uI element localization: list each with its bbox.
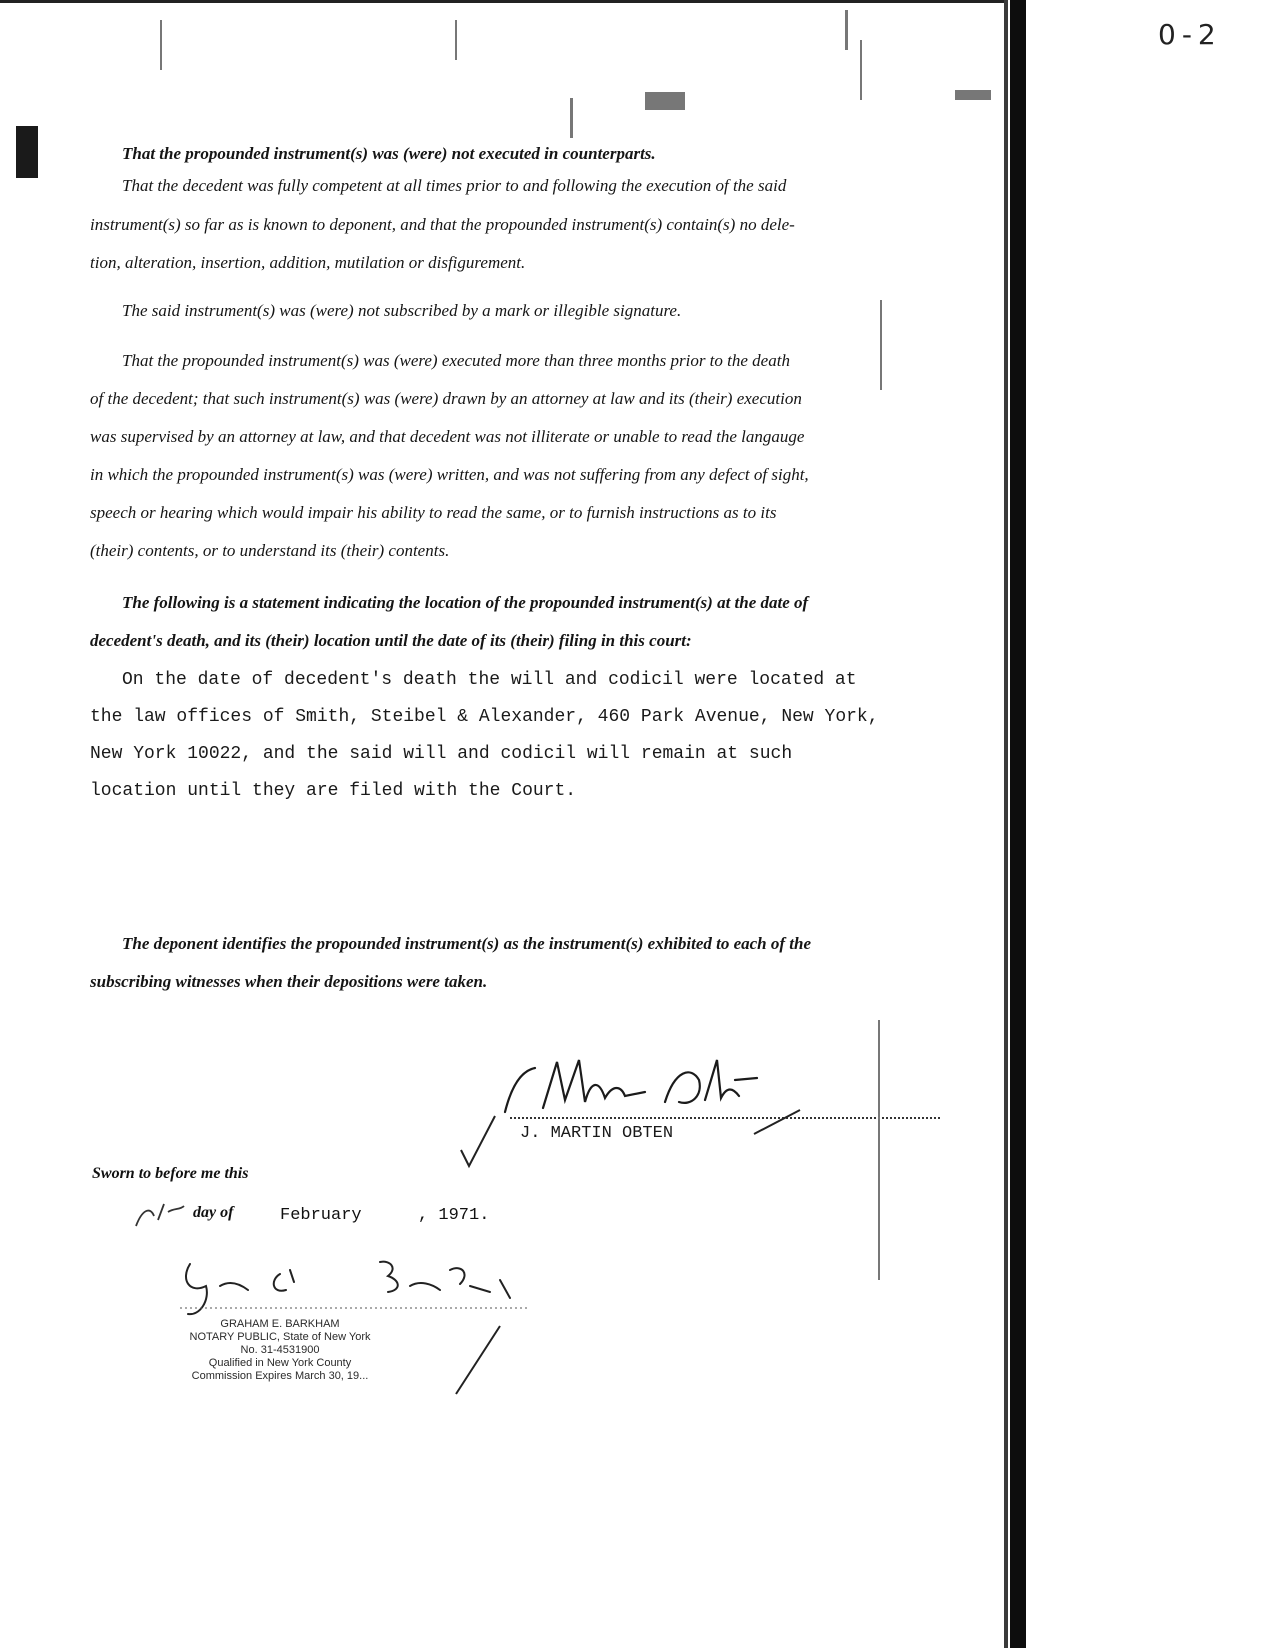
para-location-line2: decedent's death, and its (their) location until the date of its (their) filing in this court: — [90, 631, 692, 650]
notary-signature — [170, 1250, 530, 1320]
para-executed-line2: of the decedent; that such instrument(s) was (were) drawn by an attorney at law and its (their) execution — [90, 389, 802, 408]
para-counterparts: That the propounded instrument(s) was (were) not executed in counterparts. — [122, 144, 656, 163]
scan-speck — [955, 90, 991, 100]
notary-stamp-number: No. 31-4531900 — [240, 1344, 320, 1356]
typed-statement-line2: the law offices of Smith, Steibel & Alexander, 460 Park Avenue, New York, — [90, 707, 879, 727]
signer-name: J. MARTIN OBTEN — [520, 1124, 674, 1143]
month-field: February — [280, 1206, 362, 1225]
para-executed-line5: speech or hearing which would impair his ability to read the same, or to furnish instructions as to its — [90, 503, 777, 522]
scan-edge-inner — [1004, 0, 1008, 1648]
scan-speck — [880, 300, 882, 390]
scan-speck — [878, 1020, 880, 1280]
typed-statement-line3: New York 10022, and the said will and codicil will remain at such — [90, 744, 793, 764]
para-identification-line1: The deponent identifies the propounded instrument(s) as the instrument(s) exhibited to each of the — [122, 934, 812, 953]
notary-stamp-expiry: Commission Expires March 30, 19... — [191, 1370, 369, 1382]
year-field: , 1971. — [418, 1206, 490, 1225]
pen-stroke — [750, 1100, 810, 1140]
scan-speck — [455, 20, 457, 60]
typed-statement-line1: On the date of decedent's death the will and codicil were located at — [122, 670, 857, 690]
para-competent-line3: tion, alteration, insertion, addition, mutilation or disfigurement. — [90, 253, 526, 272]
notary-stamp-title: NOTARY PUBLIC, State of New York — [189, 1331, 371, 1343]
left-scan-mark — [16, 126, 38, 178]
page-number: 0-2 — [1158, 18, 1222, 51]
para-subscribed: The said instrument(s) was (were) not subscribed by a mark or illegible signature. — [122, 301, 682, 320]
sworn-label: Sworn to before me this — [92, 1165, 249, 1182]
scan-speck — [645, 92, 685, 110]
notary-stamp-county: Qualified in New York County — [208, 1357, 352, 1369]
day-handwritten — [130, 1196, 190, 1236]
scan-speck — [845, 10, 848, 50]
para-competent-line2: instrument(s) so far as is known to deponent, and that the propounded instrument(s) contain(s) no dele- — [90, 215, 795, 234]
typed-statement-line4: location until they are filed with the Court. — [90, 781, 577, 801]
top-scan-edge — [0, 0, 1004, 3]
signature-line — [510, 1117, 940, 1119]
para-executed-line3: was supervised by an attorney at law, and that decedent was not illiterate or unable to read the langauge — [90, 427, 805, 446]
scan-speck — [160, 20, 162, 70]
para-competent-line1: That the decedent was fully competent at all times prior to and following the execution of the said — [122, 176, 787, 195]
para-identification-line2: subscribing witnesses when their depositions were taken. — [90, 972, 488, 991]
scan-speck — [570, 98, 573, 138]
para-location-line1: The following is a statement indicating the location of the propounded instrument(s) at the date of — [122, 593, 809, 612]
para-executed-line1: That the propounded instrument(s) was (were) executed more than three months prior to the death — [122, 351, 790, 370]
notary-stamp-name: GRAHAM E. BARKHAM — [220, 1318, 340, 1330]
scan-speck — [860, 40, 862, 100]
scan-edge-bar — [1010, 0, 1026, 1648]
notary-pen-stroke — [450, 1320, 510, 1400]
para-executed-line6: (their) contents, or to understand its (their) contents. — [90, 541, 450, 560]
day-of-label: day of — [193, 1204, 234, 1221]
check-mark — [455, 1110, 515, 1170]
para-executed-line4: in which the propounded instrument(s) was (were) written, and was not suffering from any defect of sight, — [90, 465, 809, 484]
